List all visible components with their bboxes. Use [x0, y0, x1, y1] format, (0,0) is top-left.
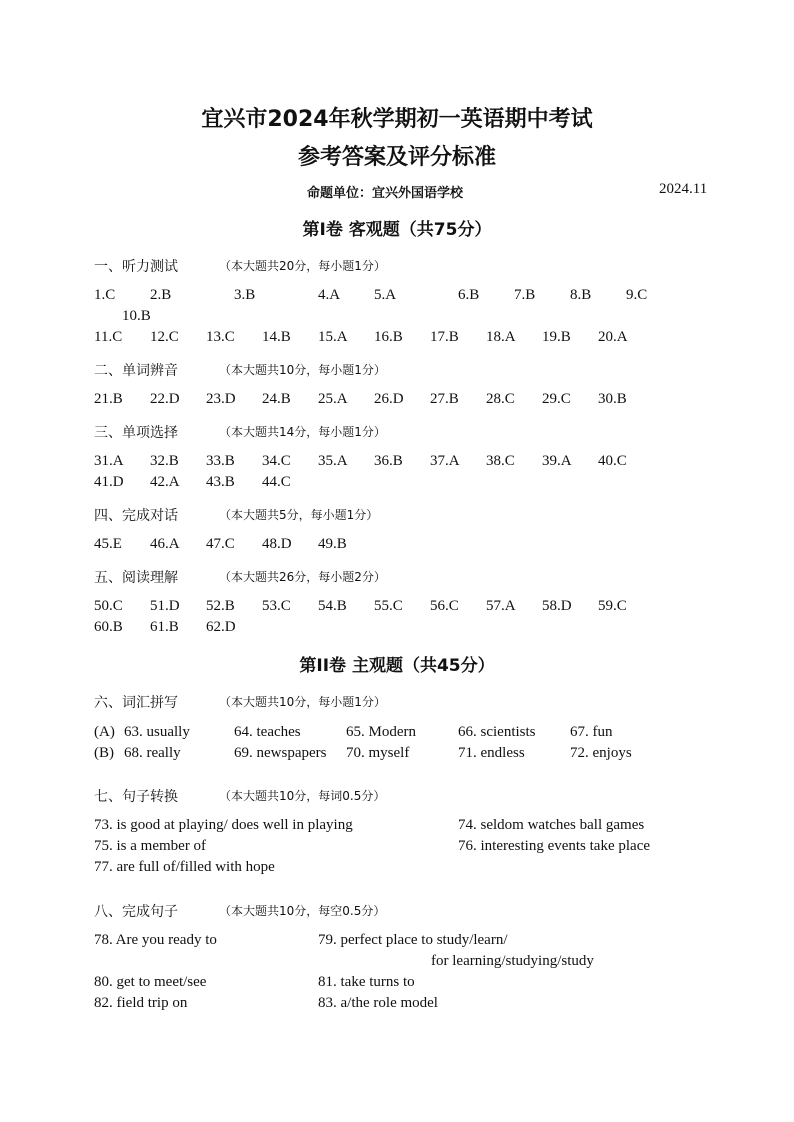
- answer: 15.A: [318, 329, 348, 345]
- answer: 40.C: [598, 453, 627, 469]
- section-title-phonetics: 二、单词辨音: [94, 363, 178, 379]
- section-note-listening: （本大题共20分，每小题1分）: [219, 259, 386, 273]
- answer: 79. perfect place to study/learn/: [318, 932, 508, 948]
- row-label: (A): [94, 724, 115, 740]
- section-title-complete-sentences: 八、完成句子: [94, 904, 178, 920]
- answer: 71. endless: [458, 745, 525, 761]
- answer: 3.B: [234, 287, 256, 303]
- answer: 61.B: [150, 619, 179, 635]
- answer: 57.A: [486, 598, 516, 614]
- answer: 6.B: [458, 287, 480, 303]
- answer: 34.C: [262, 453, 291, 469]
- answer: 13.C: [206, 329, 235, 345]
- section-note-phonetics: （本大题共10分，每小题1分）: [219, 363, 386, 377]
- answer: 51.D: [150, 598, 180, 614]
- section-note-complete-sentences: （本大题共10分，每空0.5分）: [219, 904, 386, 918]
- answer: 60.B: [94, 619, 123, 635]
- answer: 48.D: [262, 536, 292, 552]
- section-note-dialogue: （本大题共5分，每小题1分）: [219, 508, 379, 522]
- answer: 80. get to meet/see: [94, 974, 207, 990]
- answer: 58.D: [542, 598, 572, 614]
- answer: 33.B: [206, 453, 235, 469]
- answer: 78. Are you ready to: [94, 932, 217, 948]
- answer: 37.A: [430, 453, 460, 469]
- answer: 75. is a member of: [94, 838, 207, 854]
- answer: 55.C: [374, 598, 403, 614]
- page-title: 宜兴市2024年秋学期初一英语期中考试: [201, 107, 593, 132]
- answer: 52.B: [206, 598, 235, 614]
- section-title-transform: 七、句子转换: [94, 789, 178, 805]
- answer: 20.A: [598, 329, 628, 345]
- answer: 72. enjoys: [570, 745, 632, 761]
- answer: 21.B: [94, 391, 123, 407]
- answer: 74. seldom watches ball games: [458, 817, 645, 833]
- unit-label: 命题单位：宜兴外国语学校: [307, 186, 464, 201]
- answer: 45.E: [94, 536, 122, 552]
- answer: 11.C: [94, 329, 123, 345]
- answer: 9.C: [626, 287, 648, 303]
- answer: 73. is good at playing/ does well in playing: [94, 817, 353, 833]
- answer: 28.C: [486, 391, 515, 407]
- answer: 30.B: [598, 391, 627, 407]
- answer: 22.D: [150, 391, 180, 407]
- answer: 81. take turns to: [318, 974, 415, 990]
- part1-heading: 第Ⅰ卷 客观题（共75分）: [302, 220, 492, 240]
- answer: 70. myself: [346, 745, 410, 761]
- row-label: (B): [94, 745, 114, 761]
- answer: 44.C: [262, 474, 291, 490]
- answer: 10.B: [122, 308, 151, 324]
- answer: 68. really: [124, 745, 181, 761]
- answer: 43.B: [206, 474, 235, 490]
- answer: 66. scientists: [458, 724, 536, 740]
- answer: 53.C: [262, 598, 291, 614]
- answer: 27.B: [430, 391, 459, 407]
- answer: 65. Modern: [346, 724, 416, 740]
- answer: 5.A: [374, 287, 397, 303]
- section-title-vocabulary: 六、词汇拼写: [94, 695, 178, 711]
- answer: 29.C: [542, 391, 571, 407]
- section-note-vocabulary: （本大题共10分，每小题1分）: [219, 695, 386, 709]
- answer: 49.B: [318, 536, 347, 552]
- answer-continuation: for learning/studying/study: [431, 953, 594, 969]
- answer: 12.C: [150, 329, 179, 345]
- answer: 39.A: [542, 453, 572, 469]
- answer: 16.B: [374, 329, 403, 345]
- answer: 31.A: [94, 453, 124, 469]
- section-title-listening: 一、听力测试: [94, 259, 178, 275]
- answer: 76. interesting events take place: [458, 838, 651, 854]
- answer: 82. field trip on: [94, 995, 188, 1011]
- exam-date: 2024.11: [659, 181, 708, 197]
- page-subtitle: 参考答案及评分标准: [297, 145, 496, 170]
- answer: 83. a/the role model: [318, 995, 438, 1011]
- answer: 38.C: [486, 453, 515, 469]
- answer: 36.B: [374, 453, 403, 469]
- answer: 62.D: [206, 619, 236, 635]
- answer: 25.A: [318, 391, 348, 407]
- part2-heading: 第ⅠⅠ卷 主观题（共45分）: [299, 656, 495, 676]
- answer: 67. fun: [570, 724, 613, 740]
- answer: 50.C: [94, 598, 123, 614]
- section-title-reading: 五、阅读理解: [94, 570, 178, 586]
- section-note-reading: （本大题共26分，每小题2分）: [219, 570, 386, 584]
- answer: 19.B: [542, 329, 571, 345]
- answer: 47.C: [206, 536, 235, 552]
- answer: 14.B: [262, 329, 291, 345]
- answer: 1.C: [94, 287, 116, 303]
- answer: 41.D: [94, 474, 124, 490]
- answer: 4.A: [318, 287, 341, 303]
- answer: 77. are full of/filled with hope: [94, 859, 275, 875]
- answer: 24.B: [262, 391, 291, 407]
- answer: 8.B: [570, 287, 592, 303]
- answer: 54.B: [318, 598, 347, 614]
- answer: 2.B: [150, 287, 172, 303]
- answer: 42.A: [150, 474, 180, 490]
- section-title-single-choice: 三、单项选择: [94, 425, 178, 441]
- answer: 17.B: [430, 329, 459, 345]
- answer: 18.A: [486, 329, 516, 345]
- answer: 64. teaches: [234, 724, 301, 740]
- answer: 63. usually: [124, 724, 190, 740]
- answer: 35.A: [318, 453, 348, 469]
- answer: 56.C: [430, 598, 459, 614]
- answer: 7.B: [514, 287, 536, 303]
- answer: 46.A: [150, 536, 180, 552]
- answer: 59.C: [598, 598, 627, 614]
- section-note-transform: （本大题共10分，每词0.5分）: [219, 789, 386, 803]
- answer: 32.B: [150, 453, 179, 469]
- section-title-dialogue: 四、完成对话: [94, 508, 178, 524]
- answer: 69. newspapers: [234, 745, 327, 761]
- section-note-single-choice: （本大题共14分，每小题1分）: [219, 425, 386, 439]
- answer: 26.D: [374, 391, 404, 407]
- answer: 23.D: [206, 391, 236, 407]
